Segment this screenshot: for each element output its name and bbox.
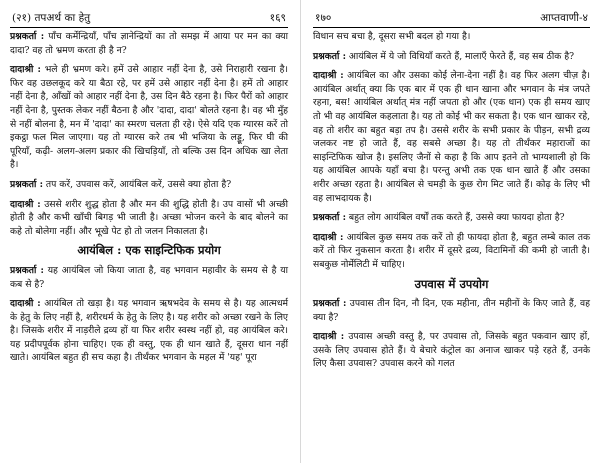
continuation-paragraph: विधान सच बचा है, दूसरा सभी बदल हो गया है।	[313, 31, 471, 42]
dialogue-text: भले ही भ्रमण करे। हमें उसे आहार नहीं देना है, उसे निराहारी रखना है। फिर वह उछलकूद करे या बैठा रहे, पर हमें उसे आहार नहीं देना है। हमें तो आहार नहीं देना है, आँखों को आहार नहीं देना है, उस दिन बैठे रहना है। फिर पैरों को आहार नहीं देना है, पुस्तक लेकर नहीं बैठना है और 'दादा, दादा' बोलते रहना है। वह भी मुँह से नहीं बोलना है, मन में 'दादा' का स्मरण चलता ही रहे। ऐसे यदि एक ग्यारस करें तो इकट्ठा फल मिल जाएगा। यह तो ग्यारस करे तब भी भजिया के लड्डू, फिर घी की पूरियाँ, कढ़ी- अलग-अलग प्रकार की खिचड़ियाँ, तो बल्कि उस दिन अधिक खा लेता है।	[10, 64, 288, 171]
dialogue-paragraph	[313, 50, 590, 64]
dialogue-paragraph	[10, 63, 288, 172]
speaker-label: प्रश्नकर्ता :	[10, 178, 43, 190]
dialogue-text: आयंबिल कुछ समय तक करें तो ही फायदा होता है, बहुत लम्बे काल तक करें तो फिर नुकसान करता है। शरीर में दूसरे द्रव्य, विटामिनों की कमी हो जाती है। सबकुछ नोर्मेलिटी में चाहिए।	[313, 231, 590, 270]
dialogue-text: उपवास अच्छी वस्तु है, पर उपवास तो, जिसके बहुत पकवान खाए हों, उसके लिए उपवास होते हैं। ये बेचारे कंट्रोल का अनाज खाकर पड़े रहते हैं, उनके लिए कैसा उपवास? उपवास करने को गलत	[313, 331, 590, 370]
section-heading: आयंबिल : एक साइन्टिफिक प्रयोग	[77, 243, 221, 258]
left-page-body	[10, 30, 288, 365]
right-header-title: आप्तवाणी-४	[540, 12, 588, 24]
dialogue-paragraph	[313, 69, 590, 205]
section-heading: उपवास में उपयोग	[414, 276, 489, 291]
dialogue-paragraph	[10, 264, 288, 291]
speaker-label: दादाश्री :	[10, 64, 41, 76]
dialogue-text: यह आयंबिल जो किया जाता है, वह भगवान महावीर के समय से है या कब से है?	[10, 264, 288, 290]
speaker-label: प्रश्नकर्ता :	[313, 212, 346, 224]
speaker-label: प्रश्नकर्ता :	[10, 264, 44, 276]
dialogue-paragraph	[313, 211, 590, 225]
dialogue-text: उपवास तीन दिन, नौ दिन, एक महीना, तीन महीनों के किए जाते हैं, वह क्या है?	[313, 298, 590, 323]
dialogue-paragraph	[313, 297, 590, 324]
dialogue-paragraph	[10, 297, 288, 365]
speaker-label: दादाश्री :	[313, 231, 344, 243]
dialogue-paragraph	[313, 330, 590, 371]
dialogue-paragraph	[313, 231, 590, 272]
dialogue-text: पाँच कर्मेन्द्रियाँ, पाँच ज्ञानेन्द्रियों का तो समझ में आया पर मन का क्या दादा? वह तो भ्रमण करता ही है न?	[10, 31, 289, 56]
dialogue-text: आयंबिल तो खड़ा है। यह भगवान ऋषभदेव के समय से है। यह आत्मधर्म के हेतु के लिए नहीं है, शरीरधर्म के हेतु के लिए है। यह शरीर को अच्छा रखने के लिए है। जिसके शरीर में नाड़रीले द्रव्य हों या फिर शरीर स्वस्थ नहीं हो, वह आयंबिल करे। यह प्रदीपपूर्वक होना चाहिए। एक ही वस्तु, एक ही धान खाते हैं, दूसरा धान नहीं खाते। आयंबिल बहुत ही सच कहा है। तीर्थंकर भगवान के महल में 'यह' पूरा	[10, 298, 288, 364]
dialogue-text: आयंबिल में ये जो विधियाँ करते हैं, मालाएँ फेरते हैं, वह सब ठीक है?	[348, 50, 575, 62]
dialogue-text: आयंबिल का और उसका कोई लेना-देना नहीं है। वह फिर अलग चीज़ है। आयंबिल अर्थात् क्या कि एक बार में एक ही धान खाना और भगवान के मंत्र जपते रहना, बस! आयंबिल अर्थात् मंत्र नहीं जपता हो और (एक धान) एक ही समय खाए तो भी वह आयंबिल कहलाता है। यह तो कोई भी कर सकता है। एक धान खाकर रहे, वह तो शरीर का बहुत बड़ा तप है। उससे शरीर के सभी प्रकार के पीड़न, सभी द्रव्य जलकर नष्ट हो जाते हैं, वह सबसे अच्छा है। यह तो तीर्थंकर महाराजों का साइन्टिफिक खोज है। इसलिए जैनों से कहा है कि आप इतने तो भाग्यशाली हो कि यह आयंबिल आपके यहाँ बचा है। परन्तु अभी तक एक धान खाते हैं और उसका शरीर अच्छा रहता है। आयंबिल से चमड़ी के कुछ रोग मिट जाते हैं। कोढ़ के लिए भी वह लाभदायक है।	[313, 70, 590, 204]
speaker-label: दादाश्री :	[313, 70, 344, 82]
speaker-label: दादाश्री :	[313, 331, 345, 343]
right-page	[300, 0, 600, 463]
right-page-number: १७०	[315, 12, 332, 24]
dialogue-text: उससे शरीर शुद्ध होता है और मन की शुद्धि होती है। उप वासों भी अच्छी होती है और कभी खाँची बिगड़ भी जाती है। अच्छा भोजन करने के बाद बोलने का कहे तो बोलेगा नहीं। और भूखे पेट हो तो जलन निकालता है।	[10, 198, 288, 237]
speaker-label: प्रश्नकर्ता :	[313, 298, 347, 310]
dialogue-paragraph	[10, 30, 288, 57]
speaker-label: दादाश्री :	[10, 298, 41, 310]
dialogue-paragraph	[10, 198, 288, 239]
dialogue-text: बहुत लोग आयंबिल वर्षों तक करते हैं, उससे क्या फायदा होता है?	[348, 212, 565, 224]
speaker-label: प्रश्नकर्ता :	[313, 50, 346, 62]
left-header-title: (२१) तपअर्थ का हेतु	[12, 12, 91, 24]
dialogue-text: तप करें, उपवास करें, आयंबिल करें, उससे क्या होता है?	[45, 178, 232, 190]
right-page-body	[313, 30, 590, 371]
speaker-label: दादाश्री :	[10, 198, 41, 210]
left-page-number: १६९	[269, 12, 286, 24]
left-page-header	[10, 4, 288, 28]
speaker-label: प्रश्नकर्ता :	[10, 31, 45, 42]
right-page-header	[313, 4, 590, 28]
dialogue-paragraph	[10, 178, 288, 192]
